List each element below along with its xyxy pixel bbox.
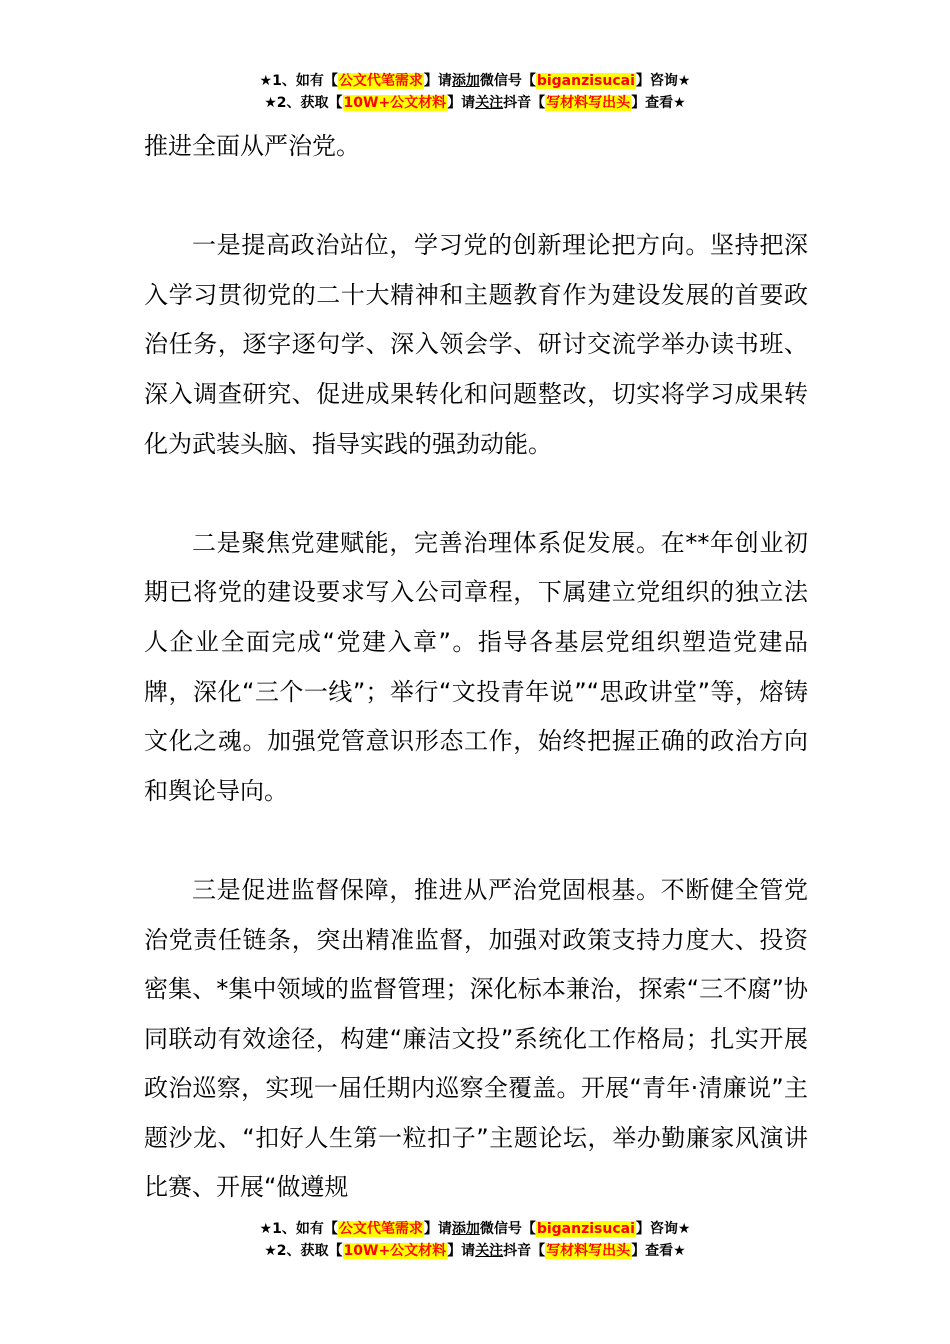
- banner-text: 】请: [423, 73, 452, 89]
- banner-text: 】请: [447, 1243, 476, 1259]
- banner-underline: 添加: [451, 1221, 480, 1237]
- banner-text: 抖音【: [503, 95, 546, 111]
- banner-text: ★1、如有【: [259, 73, 338, 89]
- banner-text: 】咨询★: [635, 73, 691, 89]
- banner-text: 微信号【: [479, 73, 536, 89]
- banner-text: 】咨询★: [635, 1221, 691, 1237]
- banner-text: 抖音【: [503, 1243, 546, 1259]
- banner-text: 】请: [423, 1221, 452, 1237]
- banner-highlight: biganzisucai: [536, 1221, 635, 1237]
- banner-text: ★2、获取【: [264, 1243, 343, 1259]
- banner-text: 】查看★: [631, 1243, 686, 1259]
- banner-highlight: 公文代笔需求: [338, 73, 423, 89]
- banner-line-1: [0, 70, 950, 92]
- banner-text: 】查看★: [631, 95, 686, 111]
- banner-highlight: 10W+公文材料: [343, 1243, 447, 1259]
- banner-underline: 添加: [451, 73, 480, 89]
- banner-underline: 关注: [475, 1243, 504, 1259]
- document-body: [144, 122, 808, 1213]
- paragraph-3: 三是促进监督保障，推进从严治党固根基。不断健全管党治党责任链条，突出精准监督，加强对政策支持力度大、投资密集、*集中领域的监督管理；深化标本兼治，探索“三不腐”协同联动有效途径，构建“廉洁文投”系统化工作格局；扎实开展政治巡察，实现一届任期内巡察全覆盖。开展“青年·清廉说”主题沙龙、“扣好人生第一粒扣子”主题论坛，举办勤廉家风演讲比赛、开展“做遵规: [144, 875, 808, 1202]
- footer-banner: [0, 1218, 950, 1262]
- banner-line-1: [0, 1218, 950, 1240]
- paragraph-1: 一是提高政治站位，学习党的创新理论把方向。坚持把深入学习贯彻党的二十大精神和主题教育作为建设发展的首要政治任务，逐字逐句学、深入领会学、研讨交流学举办读书班、深入调查研究、促进成果转化和问题整改，切实将学习成果转化为武装头脑、指导实践的强劲动能。: [144, 231, 808, 458]
- banner-highlight: 写材料写出头: [546, 1243, 631, 1259]
- banner-text: 微信号【: [479, 1221, 536, 1237]
- header-banner: [0, 70, 950, 114]
- banner-line-2: [0, 1240, 950, 1262]
- banner-highlight: 公文代笔需求: [338, 1221, 423, 1237]
- banner-text: ★1、如有【: [259, 1221, 338, 1237]
- banner-highlight: 写材料写出头: [546, 95, 631, 111]
- paragraph-intro: 推进全面从严治党。: [144, 132, 360, 160]
- banner-highlight: biganzisucai: [536, 73, 635, 89]
- banner-text: ★2、获取【: [264, 95, 343, 111]
- paragraph-2: 二是聚焦党建赋能，完善治理体系促发展。在**年创业初期已将党的建设要求写入公司章程，下属建立党组织的独立法人企业全面完成“党建入章”。指导各基层党组织塑造党建品牌，深化“三个一线”；举行“文投青年说”“思政讲堂”等，熔铸文化之魂。加强党管意识形态工作，始终把握正确的政治方向和舆论导向。: [144, 528, 808, 805]
- banner-underline: 关注: [475, 95, 504, 111]
- banner-highlight: 10W+公文材料: [343, 95, 447, 111]
- banner-line-2: [0, 92, 950, 114]
- banner-text: 】请: [447, 95, 476, 111]
